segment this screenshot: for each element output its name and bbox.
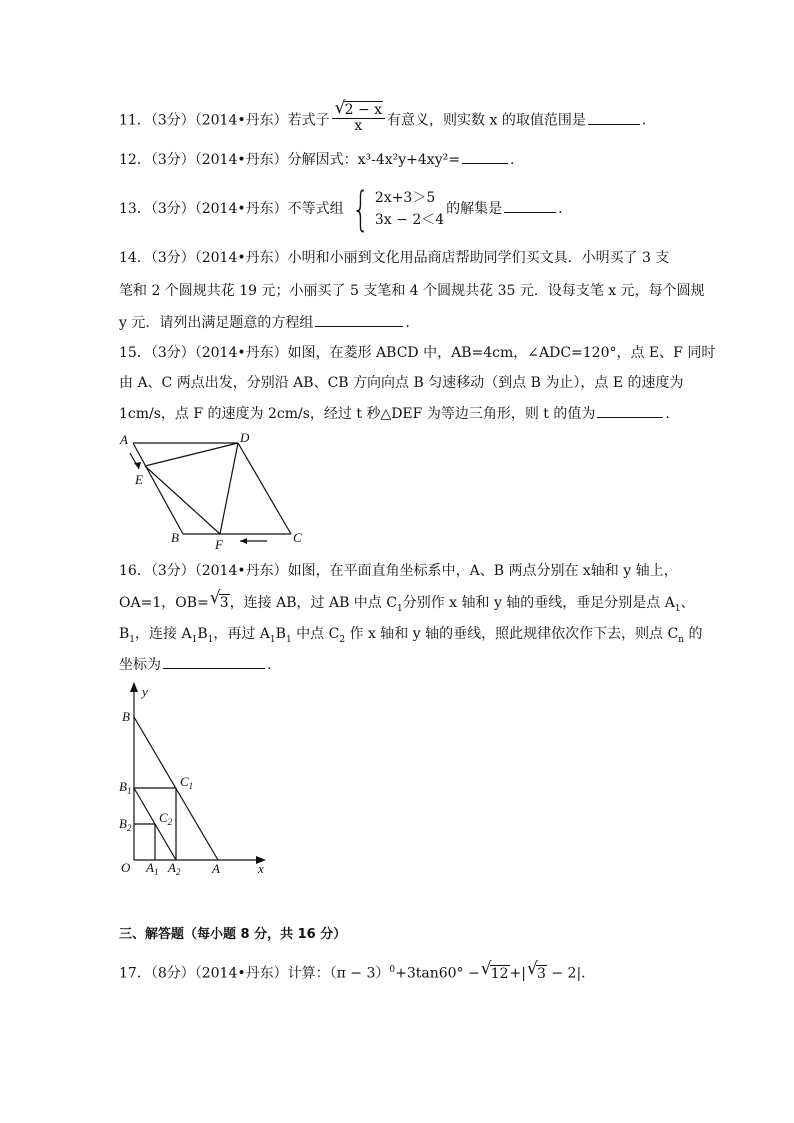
q13-suffix: 的解集是 — [446, 201, 503, 217]
side-dc — [238, 443, 291, 534]
q14-end: . — [405, 315, 410, 331]
q16-line3f: 中点 C — [291, 626, 340, 642]
sqrt-sign-icon: √ — [527, 958, 538, 979]
q16-line2d: 、 — [680, 595, 695, 611]
q16-line3e: B — [275, 626, 286, 642]
q14-answer-blank[interactable] — [315, 312, 403, 327]
q11-prefix: 11．（3分）（2014•丹东）若式子 — [119, 112, 330, 129]
q16-line4-text: 坐标为 — [119, 657, 161, 673]
question-16-line4 — [119, 654, 271, 675]
label-o: O — [121, 860, 131, 875]
sqrt-sign-icon: √ — [209, 588, 221, 608]
q16-sub: 1 — [207, 634, 214, 645]
q17-tail: − 2|． — [546, 965, 596, 982]
q16-sub: 2 — [339, 634, 346, 645]
q11-fraction — [332, 98, 385, 134]
label-b: B — [122, 709, 130, 724]
label-b1: $B_1$ — [119, 779, 132, 796]
question-15-line1: 15．（3分）（2014•丹东）如图，在菱形 ABCD 中，AB=4cm，∠ADC=120°，点 E、F 同时 — [119, 345, 716, 361]
label-a: A — [120, 432, 128, 447]
q16-line2c: 分别作 x 轴和 y 轴的垂线，垂足分别是点 A — [402, 595, 675, 611]
q17-mid: +3tan60° − — [395, 965, 480, 982]
q17-plus: +| — [509, 965, 526, 982]
q12-end: . — [509, 152, 515, 168]
q15-line3-text: 1cm/s，点 F 的速度为 2cm/s，经过 t 秒△DEF 为等边三角形，则 t 的值为 — [119, 406, 596, 422]
arrowhead-f-icon — [240, 538, 247, 544]
question-16-line3 — [119, 624, 703, 650]
q12-answer-blank[interactable] — [462, 149, 508, 164]
q12-text: 12．（3分）（2014•丹东）分解因式：x³-4x²y+4xy²= — [119, 152, 460, 168]
question-14-line1: 14．（3分）（2014•丹东）小明和小丽到文化用品商店帮助同学们买文具．小明买了 3 支 — [119, 250, 670, 266]
q11-numerator: 2 − x — [344, 102, 383, 118]
label-b2: $B_2$ — [119, 816, 132, 833]
q16-line3c: B — [197, 626, 208, 642]
question-15-line2: 由 A、C 两点出发，分别沿 AB、CB 方向向点 B 匀速移动（到点 B 为止），点 E 的速度为 — [119, 375, 684, 391]
question-12 — [119, 149, 514, 170]
label-c2: $C_2$ — [159, 810, 173, 827]
label-x: x — [258, 861, 264, 876]
q17-exponent: 0 — [389, 965, 396, 975]
q16-end: . — [267, 657, 272, 673]
label-a1: $A_1$ — [146, 860, 159, 877]
q17-prefix: 17．（8分）（2014•丹东）计算：（π − 3） — [119, 965, 390, 982]
segment-ed — [145, 443, 238, 466]
question-13 — [119, 182, 563, 236]
rhombus-figure — [110, 428, 310, 553]
label-y: y — [142, 684, 148, 699]
q11-denominator: x — [354, 118, 363, 134]
q16-line2a: OA=1，OB= — [119, 595, 209, 611]
question-14-line3 — [119, 312, 410, 333]
label-c: C — [293, 530, 302, 545]
q16-sub: 1 — [191, 634, 198, 645]
q16-sub: 1 — [285, 634, 292, 645]
q16-sub: 1 — [674, 603, 681, 614]
q11-end: . — [641, 112, 647, 129]
q16-sub: 1 — [396, 603, 403, 614]
sqrt-sign-icon: √ — [480, 958, 492, 979]
q13-prefix: 13．（3分）（2014•丹东）不等式组 — [119, 201, 344, 217]
q13-line1: 2x+3＞5 — [374, 190, 436, 206]
question-11 — [119, 98, 647, 136]
question-15-line3 — [119, 403, 670, 424]
q14-line3-text: y 元．请列出满足题意的方程组 — [119, 315, 314, 331]
q16-line3d: ，再过 A — [213, 626, 270, 642]
q11-suffix: 有意义，则实数 x 的取值范围是 — [387, 112, 586, 129]
q16-line3b: ，连接 A — [135, 626, 192, 642]
q17-sqrt3: 3 — [537, 965, 546, 982]
q16-sqrt3: 3 — [219, 595, 229, 611]
label-f: F — [215, 537, 223, 552]
q11-answer-blank[interactable] — [588, 110, 640, 125]
q16-line3h: 的 — [684, 626, 703, 642]
question-16-line1: 16．（3分）（2014•丹东）如图，在平面直角坐标系中，A、B 两点分别在 x轴和 y 轴上， — [119, 563, 678, 579]
coordinate-figure — [110, 680, 285, 880]
q13-line2: 3x − 2＜4 — [374, 212, 445, 228]
label-c1: $C_1$ — [180, 774, 194, 791]
label-d: D — [240, 430, 250, 445]
side-ba — [133, 443, 183, 534]
q16-line3g: 作 x 轴和 y 轴的垂线，照此规律依次作下去，则点 C — [345, 626, 679, 642]
segment-ef — [145, 466, 220, 534]
q16-sub: 1 — [269, 634, 276, 645]
q13-system — [346, 182, 445, 236]
q16-sub: 1 — [129, 634, 136, 645]
arrowhead-e-icon — [134, 462, 141, 469]
question-14-line2: 笔和 2 个圆规共花 19 元；小丽买了 5 支笔和 4 个圆规共花 35 元．设每支笔 x 元，每个圆规 — [119, 283, 705, 299]
q16-answer-blank[interactable] — [163, 654, 265, 669]
q16-sub: n — [678, 634, 685, 645]
q16-line2b: ，连接 AB，过 AB 中点 C — [229, 595, 397, 611]
label-b: B — [171, 530, 179, 545]
question-16-line2 — [119, 588, 695, 619]
label-a2: $A_2$ — [168, 860, 181, 877]
q15-end: . — [665, 406, 670, 422]
label-a: A — [212, 861, 220, 876]
question-17 — [119, 960, 595, 984]
section-heading: 三、解答题（每小题 8 分，共 16 分） — [119, 927, 347, 942]
label-e: E — [135, 472, 143, 487]
brace-icon: { — [351, 182, 370, 236]
q15-answer-blank[interactable] — [597, 403, 663, 418]
q16-line3a: B — [119, 626, 130, 642]
q17-sqrt12: 12 — [490, 965, 509, 982]
sqrt-sign-icon: √ — [334, 98, 346, 118]
q13-answer-blank[interactable] — [504, 198, 556, 213]
y-arrow-icon — [130, 682, 138, 692]
q13-end: . — [558, 201, 563, 217]
segment-df — [220, 443, 238, 534]
